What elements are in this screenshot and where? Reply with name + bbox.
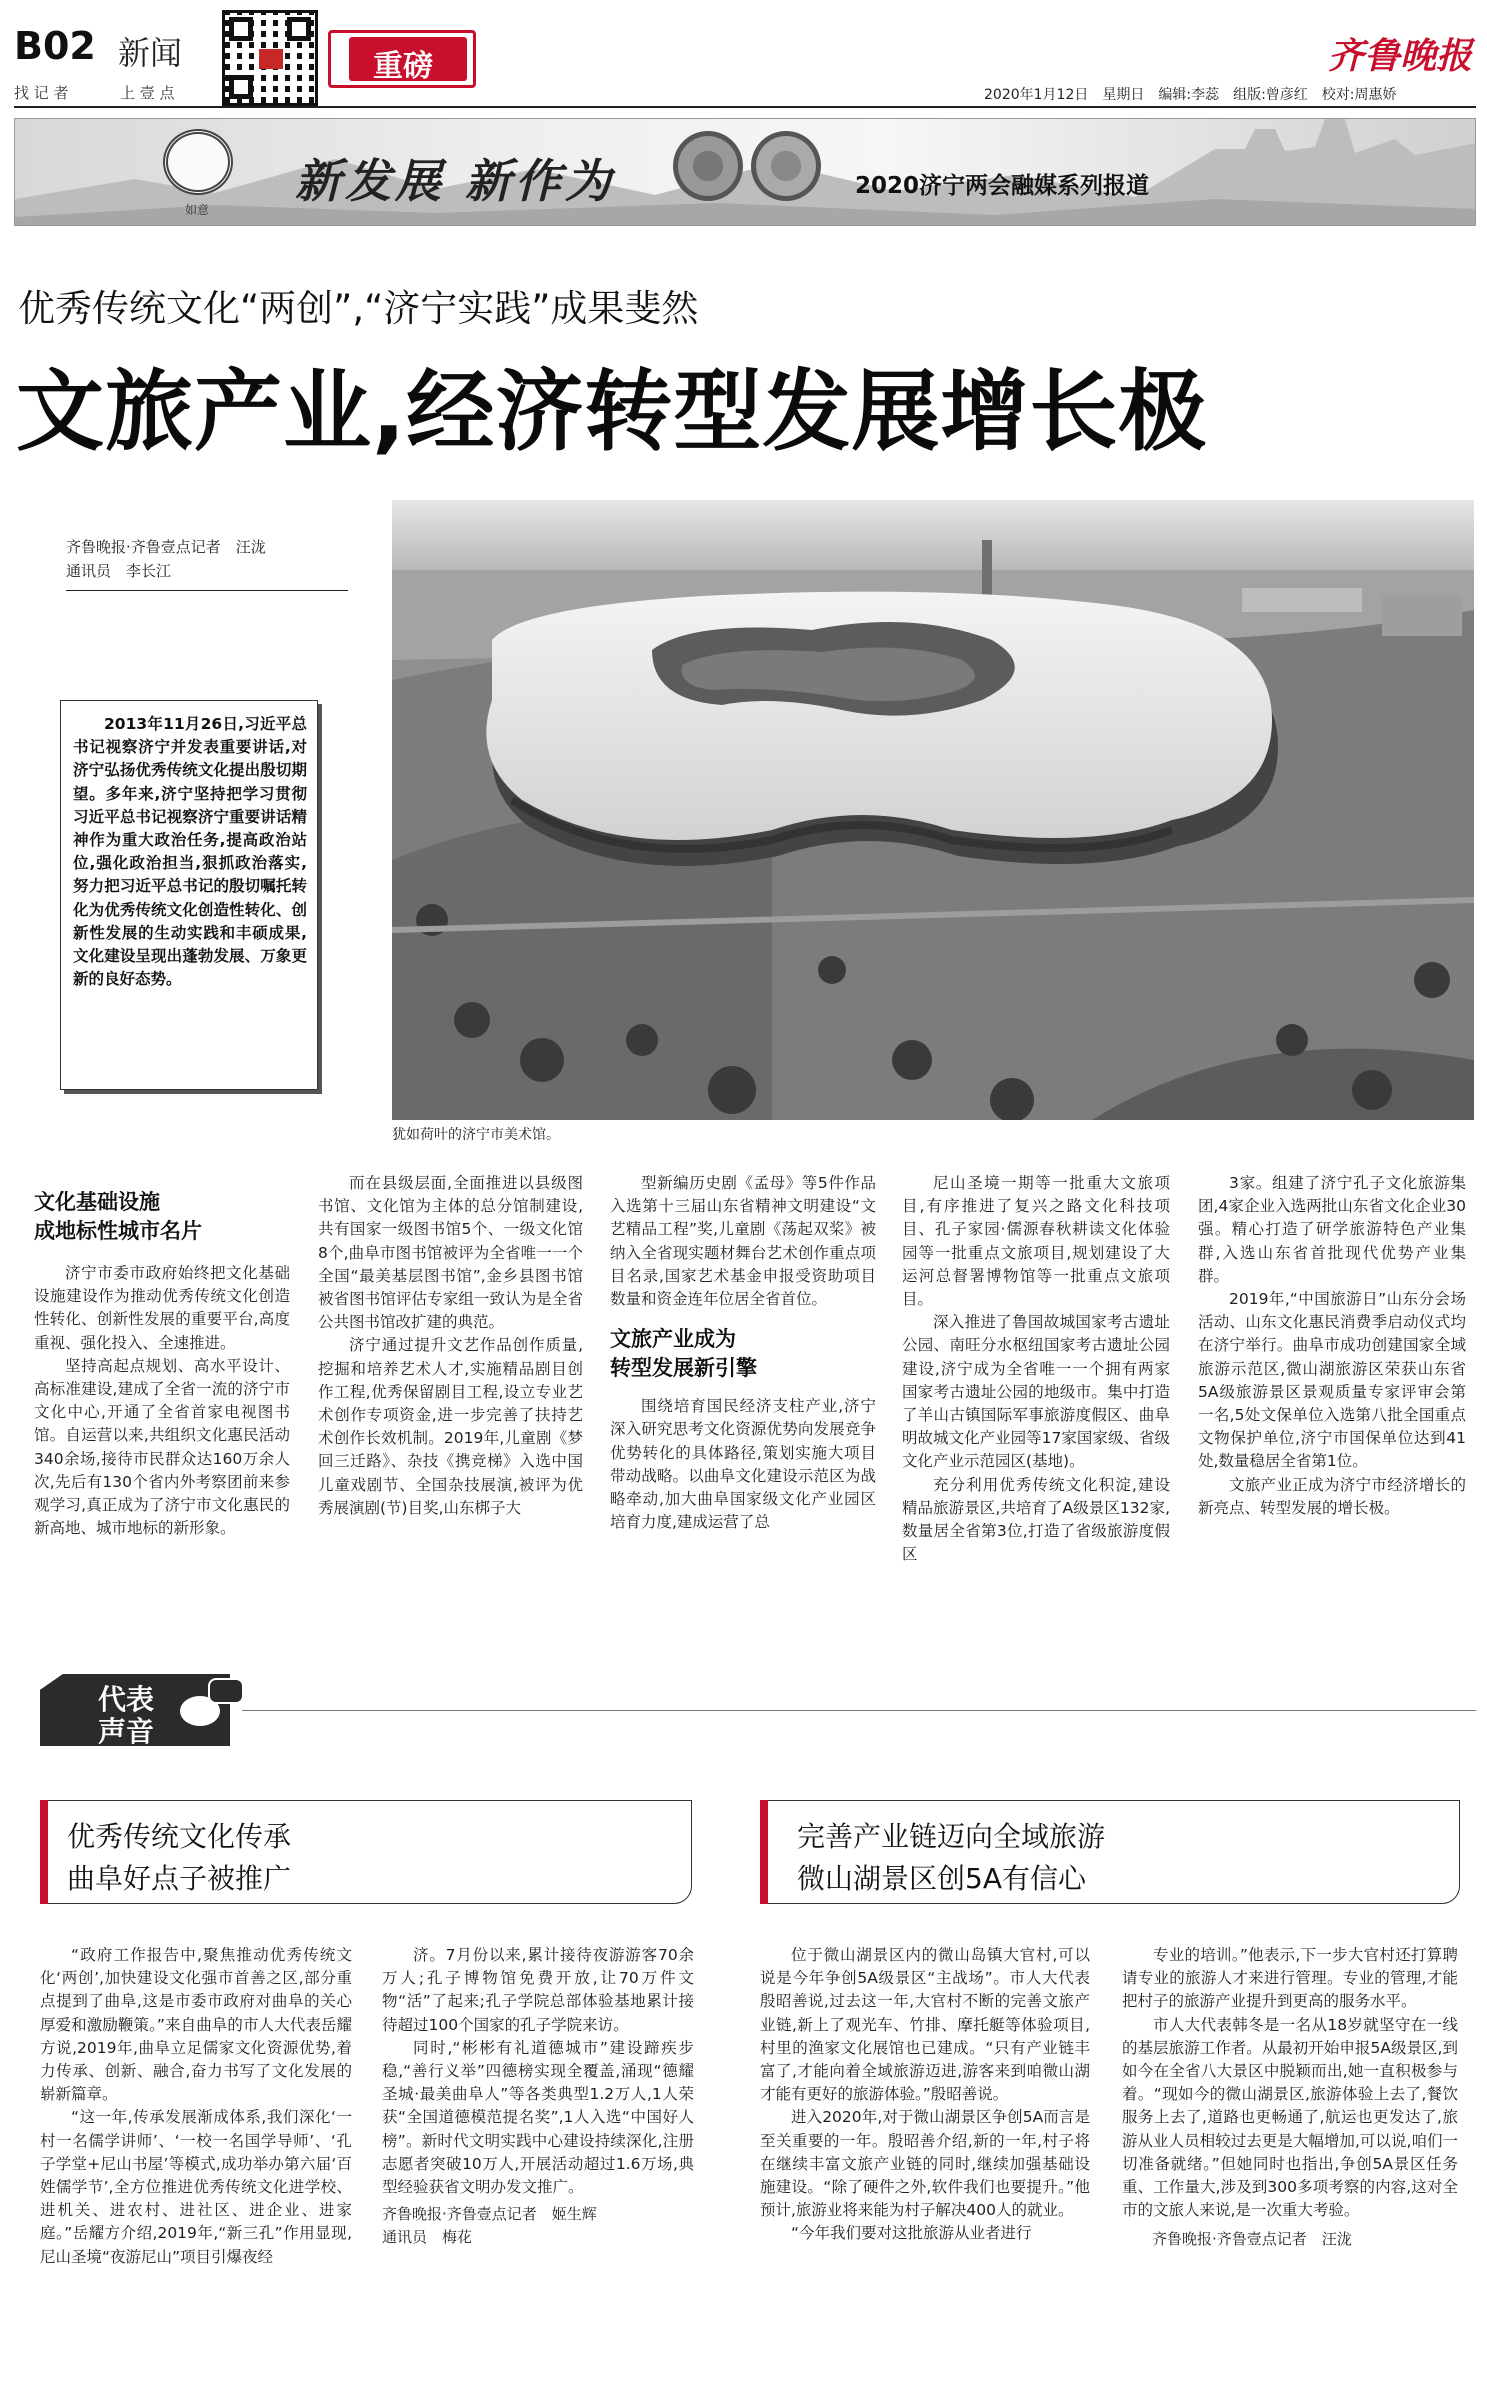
paragraph: 而在县级层面,全面推进以县级图书馆、文化馆为主体的总分馆制建设,共有国家一级图书馆5个、一级文化馆8个,曲阜市图书馆被评为全省唯一一个全国“最美基层图书馆”,金乡县图书馆被省图书馆评估专家组一致认为是全省公共图书馆改扩建的典范。 bbox=[318, 1174, 583, 1332]
series-banner bbox=[14, 118, 1476, 226]
voice-right-title-box bbox=[760, 1800, 1460, 1904]
subhead-infrastructure bbox=[34, 1188, 324, 1246]
paragraph: 专业的培训。”他表示,下一步大官村还打算聘请专业的旅游人才来进行管理。专业的管理,才能把村子的旅游产业提升到更高的服务水平。 bbox=[1122, 1946, 1458, 2011]
qr-code-icon bbox=[222, 10, 318, 106]
feature-tag-label: 重磅 bbox=[373, 49, 433, 84]
paragraph: 2019年,“中国旅游日”山东分会场活动、山东文化惠民消费季启动仪式均在济宁举行。曲阜市成功创建国家全域旅游示范区,微山湖旅游区荣获山东省5A级旅游景区景观质量专家评审会第一名,5处文保单位入选第八批全国重点文物保护单位,济宁市国保单位达到41处,数量稳居全省第1位。 bbox=[1198, 1290, 1466, 1471]
national-emblem-icon bbox=[673, 131, 743, 201]
voice-left-column-1 bbox=[40, 1944, 352, 2384]
paragraph: 济宁通过提升文艺作品创作质量,挖掘和培养艺术人才,实施精品剧目创作工程,优秀保留剧目工程,设立专业艺术创作专项资金,进一步完善了扶持艺术创作长效机制。2019年,儿童剧《梦回三迁路》、杂技《携竞梯》入选中国儿童戏剧节、全国杂技展演,被评为优秀展演剧(节)目奖,山东梆子大 bbox=[318, 1336, 583, 1517]
section-name: 新闻 bbox=[118, 34, 183, 72]
voice-right-column-1 bbox=[760, 1944, 1090, 2384]
voice-left-byline: 齐鲁晚报·齐鲁壹点记者 姬生辉 bbox=[382, 2205, 597, 2224]
ruyi-logo-icon bbox=[163, 129, 233, 195]
masthead bbox=[0, 0, 1487, 110]
page-code: B02 bbox=[14, 24, 96, 68]
party-emblem-icon bbox=[751, 131, 821, 201]
landscape-background bbox=[15, 119, 1476, 226]
paragraph: 充分利用优秀传统文化积淀,建设精品旅游景区,共培育了A级景区132家,数量居全省第3位,打造了省级旅游度假区 bbox=[902, 1475, 1170, 1564]
lead-text: 2013年11月26日,习近平总书记视察济宁并发表重要讲话,对济宁弘扬优秀传统文化提出殷切期望。多年来,济宁坚持把学习贯彻习近平总书记视察济宁重要讲话精神作为重大政治任务,提高政治站位,强化政治担当,狠抓政治落实,努力把习近平总书记的殷切嘱托转化为优秀传统文化创造性转化、创新性发展的生动实践和丰硕成果,文化建设呈现出蓬勃发展、万象更新的良好态势。 bbox=[73, 715, 307, 989]
body-column-2 bbox=[318, 1172, 583, 1642]
paragraph: 型新编历史剧《孟母》等5件作品入选第十三届山东省精神文明建设“文艺精品工程”奖,儿童剧《荡起双桨》被纳入全省现实题材舞台艺术创作重点项目名录,国家艺术基金申报受资助项目数量和资金连年位居全省首位。 bbox=[610, 1174, 876, 1309]
paragraph: 济。7月份以来,累计接待夜游游客70余万人;孔子博物馆免费开放,让70万件文物“活”了起来;孔子学院总部体验基地累计接待超过100个国家的孔子学院来访。 bbox=[382, 1946, 694, 2034]
paragraph: 文旅产业正成为济宁市经济增长的新亮点、转型发展的增长极。 bbox=[1198, 1475, 1466, 1517]
paragraph: 尼山圣境一期等一批重大文旅项目,有序推进了复兴之路文化科技项目、孔子家园·儒源春秋耕读文化体验园等一批重点文旅项目,规划建设了大运河总督署博物馆等一批重点文旅项目。 bbox=[902, 1174, 1170, 1309]
subhead-tourism-line2: 转型发展新引擎 bbox=[610, 1356, 757, 1381]
voice-left-title-line1: 优秀传统文化传承 bbox=[67, 1820, 292, 1853]
subhead-tourism-line1: 文旅产业成为 bbox=[610, 1327, 736, 1352]
voice-left-title-line2: 曲阜好点子被推广 bbox=[67, 1862, 292, 1895]
voice-right-title-line2: 微山湖景区创5A有信心 bbox=[797, 1862, 1086, 1895]
subhead-infrastructure-line2: 成地标性城市名片 bbox=[34, 1219, 202, 1243]
paragraph: 进入2020年,对于微山湖景区争创5A而言是至关重要的一年。殷昭善介绍,新的一年,村子将在继续丰富文旅产业链的同时,继续加强基础设施建设。“除了硬件之外,软件我们也要提升。”他预计,旅游业将来能为村子解决400人的就业。 bbox=[760, 2108, 1090, 2220]
feature-tag bbox=[328, 30, 476, 88]
lead-box bbox=[60, 700, 318, 1090]
issue-meta: 2020年1月12日 星期日 编辑:李蕊 组版:曾彦红 校对:周惠娇 bbox=[984, 87, 1397, 103]
subhead-infrastructure-line1: 文化基础设施 bbox=[34, 1190, 160, 1214]
body-column-5 bbox=[1198, 1172, 1466, 1642]
slogan-left: 找 记 者 bbox=[14, 84, 69, 102]
ruyi-logo-text: 如意 bbox=[185, 203, 210, 217]
article-correspondent: 通讯员 李长江 bbox=[66, 562, 172, 580]
article-byline: 齐鲁晚报·齐鲁壹点记者 汪泷 bbox=[66, 538, 266, 556]
subhead-tourism bbox=[610, 1325, 876, 1383]
paragraph: 3家。组建了济宁孔子文化旅游集团,4家企业入选两批山东省文化企业30强。精心打造了研学旅游特色产业集群,入选山东省首批现代优势产业集群。 bbox=[1198, 1174, 1466, 1285]
body-column-3 bbox=[610, 1172, 876, 1642]
voice-left-title-box bbox=[40, 1800, 692, 1904]
voices-label-line2: 声音 bbox=[98, 1715, 155, 1748]
paragraph: 位于微山湖景区内的微山岛镇大官村,可以说是今年争创5A级景区“主战场”。市人大代表殷昭善说,过去这一年,大官村不断的完善文旅产业链,新上了观光车、竹排、摩托艇等体验项目,村里的渔家文化展馆也已建成。“只有产业链丰富了,才能向着全域旅游迈进,游客来到咱微山湖才能有更好的旅游体验。”殷昭善说。 bbox=[760, 1946, 1090, 2104]
voice-right-column-2 bbox=[1122, 1944, 1458, 2394]
paragraph: 市人大代表韩冬是一名从18岁就坚守在一线的基层旅游工作者。从最初开始申报5A级景区,到如今在全省八大景区中脱颖而出,她一直积极参与着。“现如今的微山湖景区,旅游体验上去了,餐饮服务上去了,道路也更畅通了,航运也更发达了,旅游从业人员相较过去更是大幅增加,可以说,咱们一切准备就绪。”但她同时也指出,争创5A景区任务重、工作量大,涉及到300多项考察的内容,这对全市的文旅人来说,是一次重大考验。 bbox=[1122, 2015, 1458, 2220]
paragraph: “政府工作报告中,聚焦推动优秀传统文化‘两创’,加快建设文化强市首善之区,部分重点提到了曲阜,这是市委市政府对曲阜的关心厚爱和激励鞭策。”来自曲阜的市人大代表岳耀方说,2019年,曲阜立足儒家文化资源优势,着力传承、创新、融合,奋力书写了文化发展的崭新篇章。 bbox=[40, 1946, 352, 2104]
paragraph: “今年我们要对这批旅游从业者进行 bbox=[791, 2224, 1032, 2243]
paragraph: 同时,“彬彬有礼道德城市”建设蹄疾步稳,“善行义举”四德榜实现全覆盖,涌现“德耀圣城·最美曲阜人”等各类典型1.2万人,1人荣获“全国道德模范提名奖”,1人入选“中国好人榜”。新时代文明实践中心建设持续深化,注册志愿者突破10万人,开展活动超过1.6万场,典型经验获省文明办发文推广。 bbox=[382, 2038, 694, 2197]
voices-label-line1: 代表 bbox=[98, 1683, 155, 1716]
voice-left-column-2 bbox=[382, 1944, 694, 2394]
paper-logo: 齐鲁晚报 bbox=[1328, 35, 1473, 77]
speech-bubble-icon-small bbox=[208, 1678, 244, 1704]
series-title: 2020济宁两会融媒系列报道 bbox=[855, 173, 1150, 199]
paragraph: “这一年,传承发展渐成体系,我们深化‘一村一名儒学讲师’、‘一校一名国学导师’、‘孔子学堂+尼山书屋’等模式,成功举办第六届‘百姓儒学节’,全方位推进优秀传统文化进学校、进机关、进农村、进社区、进企业、进家庭。”岳耀方介绍,2019年,“新三孔”作用显现,尼山圣境“夜游尼山”项目引爆夜经 bbox=[40, 2108, 352, 2266]
main-photo bbox=[392, 500, 1474, 1120]
voice-right-byline: 齐鲁晚报·齐鲁壹点记者 汪泷 bbox=[1152, 2230, 1352, 2249]
voice-left-correspondent: 通讯员 梅花 bbox=[382, 2228, 473, 2247]
slogan-right: 上 壹 点 bbox=[120, 84, 175, 102]
article-kicker: 优秀传统文化“两创”,“济宁实践”成果斐然 bbox=[18, 287, 699, 330]
banner-slogan: 新发展 新作为 bbox=[295, 154, 616, 208]
paragraph: 深入推进了鲁国故城国家考古遗址公园、南旺分水枢纽国家考古遗址公园建设,济宁成为全省唯一一个拥有两家国家考古遗址公园的地级市。集中打造了羊山古镇国际军事旅游度假区、曲阜明故城文化产业园等17家国家级、省级文化产业示范园区(基地)。 bbox=[902, 1313, 1170, 1471]
art-museum-aerial-photo bbox=[392, 500, 1474, 1120]
body-column-1 bbox=[34, 1262, 290, 1638]
article-headline: 文旅产业,经济转型发展增长极 bbox=[16, 360, 1208, 463]
voice-right-title-line1: 完善产业链迈向全域旅游 bbox=[797, 1820, 1106, 1853]
photo-caption: 犹如荷叶的济宁市美术馆。 bbox=[392, 1127, 560, 1143]
body-column-4 bbox=[902, 1172, 1170, 1642]
voices-label bbox=[40, 1668, 240, 1750]
paragraph: 围绕培育国民经济支柱产业,济宁深入研究思考文化资源优势向发展竞争优势转化的具体路径,策划实施大项目带动战略。以曲阜文化建设示范区为战略牵动,加大曲阜国家级文化产业园区培育力度,建成运营了总 bbox=[610, 1397, 876, 1532]
paragraph: 济宁市委市政府始终把文化基础设施建设作为推动优秀传统文化创造性转化、创新性发展的重要平台,高度重视、强化投入、全速推进。 bbox=[34, 1264, 290, 1352]
paragraph: 坚持高起点规划、高水平设计、高标准建设,建成了全省一流的济宁市文化中心,开通了全省首家电视图书馆。自运营以来,共组织文化惠民活动340余场,接待市民群众达160万余人次,先后有130个省内外考察团前来参观学习,真正成为了济宁市文化惠民的新高地、城市地标的新形象。 bbox=[34, 1356, 290, 1538]
